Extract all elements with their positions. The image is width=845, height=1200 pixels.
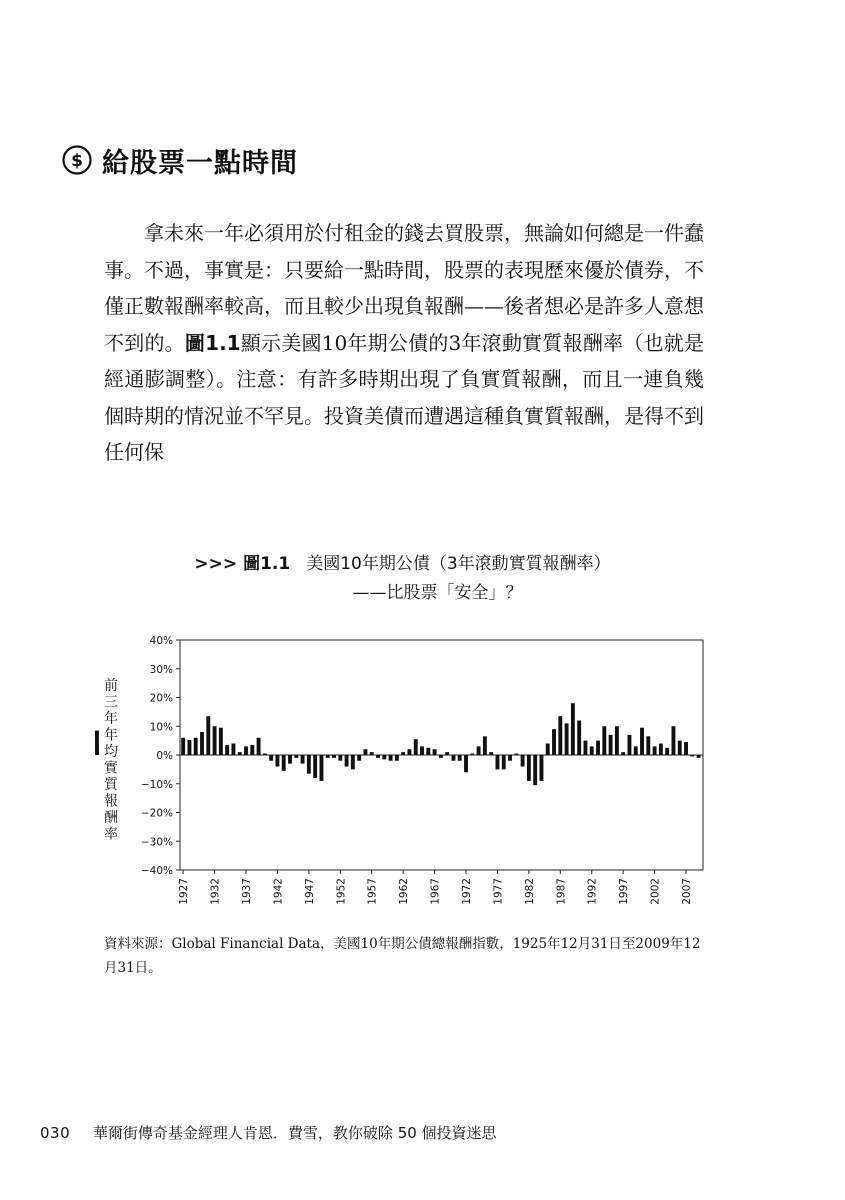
bar — [313, 755, 317, 778]
bar — [231, 744, 235, 756]
bar — [690, 755, 694, 756]
bar — [659, 744, 663, 756]
y-axis-label-char: 率 — [104, 826, 118, 843]
bar — [433, 749, 437, 755]
y-axis-ticks — [141, 635, 180, 877]
bar — [439, 755, 443, 758]
bar — [527, 755, 531, 781]
bar — [426, 748, 430, 755]
bar — [382, 755, 386, 759]
bar — [420, 746, 424, 755]
x-tick-label: 1992 — [586, 878, 599, 905]
bar — [634, 746, 638, 755]
x-tick-label: 1947 — [303, 878, 316, 905]
bar — [275, 755, 279, 767]
page-footer — [40, 1122, 497, 1143]
bar — [470, 754, 474, 755]
x-tick-label: 1977 — [492, 878, 505, 905]
bar — [502, 755, 506, 769]
bar — [590, 746, 594, 755]
bar — [558, 716, 562, 755]
bar — [584, 741, 588, 755]
bar — [445, 752, 449, 755]
bar — [363, 749, 367, 755]
bar — [213, 726, 217, 755]
bar — [282, 755, 286, 771]
y-axis-label-char: 三 — [104, 694, 118, 711]
bar — [263, 754, 267, 755]
bar — [678, 741, 682, 755]
bar — [596, 741, 600, 755]
bar — [194, 738, 198, 755]
body-paragraph — [104, 215, 704, 471]
x-tick-label: 1972 — [461, 878, 474, 905]
book-title: 華爾街傳奇基金經理人肯恩．費雪，教你破除 50 個投資迷思 — [92, 1124, 497, 1142]
y-tick-label: −20% — [140, 807, 173, 820]
figure-title-line1: 美國10年期公債（3年滾動實質報酬率） — [306, 554, 611, 574]
page-number: 030 — [40, 1124, 71, 1142]
bar — [238, 752, 242, 755]
x-tick-label: 1987 — [555, 878, 568, 905]
x-tick-label: 2007 — [681, 878, 694, 905]
x-tick-label: 1957 — [366, 878, 379, 905]
y-tick-label: 20% — [149, 692, 173, 705]
y-tick-label: −30% — [140, 836, 173, 849]
bar — [483, 736, 487, 755]
y-axis-label-char: 酬 — [104, 810, 118, 826]
bar — [539, 755, 543, 781]
y-axis-label-char: 實 — [104, 760, 118, 777]
bar — [458, 755, 462, 761]
bar — [357, 755, 361, 761]
bar — [628, 735, 632, 755]
x-tick-label: 1967 — [429, 878, 442, 905]
bar — [307, 755, 311, 774]
figure-caption — [0, 550, 845, 608]
figure-marker: >>> — [194, 554, 238, 574]
bar — [565, 723, 569, 755]
bar — [326, 755, 330, 758]
figure-title-line2: ——比股票「安全」？ — [352, 583, 523, 603]
bar — [376, 755, 380, 758]
bar — [219, 728, 223, 755]
bar — [684, 742, 688, 755]
bar — [95, 744, 99, 756]
bars — [95, 703, 701, 785]
x-tick-label: 1927 — [178, 878, 191, 905]
y-axis-label-char: 年 — [104, 727, 118, 744]
bar — [464, 755, 468, 772]
bar — [508, 755, 512, 761]
bar — [653, 746, 657, 755]
x-tick-label: 1962 — [398, 878, 411, 905]
section-heading — [62, 140, 298, 180]
bar — [640, 728, 644, 755]
bar — [200, 732, 204, 755]
bar — [414, 739, 418, 755]
bar — [602, 726, 606, 755]
y-axis-label-char: 質 — [104, 777, 118, 793]
bar — [665, 748, 669, 755]
y-tick-label: 30% — [149, 663, 173, 676]
bar — [187, 740, 191, 755]
bar — [351, 755, 355, 769]
bar — [514, 754, 518, 755]
bar — [521, 755, 525, 767]
bar — [495, 755, 499, 769]
bar — [552, 729, 556, 755]
figure-source: 資料來源：Global Financial Data，美國10年期公債總報酬指數，1925年12月31日至2009年12月31日。 — [104, 936, 701, 976]
x-tick-label: 1952 — [335, 878, 348, 905]
bar — [672, 726, 676, 755]
bar — [225, 745, 229, 755]
bar — [697, 755, 701, 758]
body-text-part2: 顯示美國10年期公債的3年滾動實質報酬率（也就是經通膨調整）。注意：有許多時期出現了負實質報酬，而且一連負幾個時期的情況並不罕見。投資美債而遭遇這種負實質報酬，是得不到任何保 — [104, 330, 705, 464]
x-tick-label: 1982 — [523, 878, 536, 905]
bar — [395, 755, 399, 761]
bar — [288, 755, 292, 764]
y-axis-label-char: 均 — [104, 744, 118, 760]
bar — [269, 755, 273, 761]
bar — [621, 752, 625, 755]
bar — [407, 749, 411, 755]
bar — [294, 755, 298, 758]
y-axis-label-char: 報 — [104, 793, 118, 810]
bar — [533, 755, 537, 785]
y-tick-label: −10% — [140, 778, 173, 791]
bar — [301, 755, 305, 764]
y-axis-label-char: 前 — [104, 678, 118, 694]
x-tick-label: 1932 — [209, 878, 222, 905]
bar — [451, 755, 455, 761]
bar — [332, 755, 336, 758]
bar — [571, 703, 575, 755]
x-axis-ticks — [178, 870, 693, 905]
bar — [244, 746, 248, 755]
bar — [319, 755, 323, 781]
x-tick-label: 1937 — [241, 878, 254, 905]
figure-reference: 圖1.1 — [184, 330, 241, 355]
bar — [206, 716, 210, 755]
bar-chart — [95, 630, 710, 915]
bar — [615, 726, 619, 755]
figure-number: 圖1.1 — [243, 554, 291, 574]
bar — [345, 755, 349, 767]
bar — [370, 752, 374, 755]
y-tick-label: −40% — [140, 865, 173, 877]
section-title: 給股票一點時間 — [102, 147, 298, 179]
bar — [577, 721, 581, 756]
y-tick-label: 0% — [156, 750, 173, 762]
svg-text:$: $ — [71, 151, 83, 171]
bar — [338, 755, 342, 761]
bar — [181, 738, 185, 755]
bar — [401, 752, 405, 755]
bar — [389, 755, 393, 761]
x-tick-label: 1942 — [272, 878, 285, 905]
y-axis-label-char: 年 — [104, 711, 118, 727]
x-tick-label: 1997 — [618, 878, 631, 905]
x-tick-label: 2002 — [649, 878, 662, 905]
y-tick-label: 10% — [149, 721, 173, 734]
bar — [546, 744, 550, 756]
y-axis-label — [104, 678, 119, 843]
dollar-circle-icon — [62, 145, 92, 175]
body-text-part1: 拿未來一年必須用於付租金的錢去買股票，無論如何總是一件蠢事。不過，事實是：只要給一點時間，股票的表現歷來優於債券，不僅正數報酬率較高，而且較少出現負報酬——後者想必是許多人意想不到的。 — [104, 221, 704, 355]
bar — [489, 752, 493, 755]
bar — [477, 746, 481, 755]
bar — [257, 738, 261, 755]
bar — [646, 736, 650, 755]
bar — [609, 735, 613, 755]
bar — [250, 745, 254, 755]
y-tick-label: 40% — [149, 635, 173, 647]
